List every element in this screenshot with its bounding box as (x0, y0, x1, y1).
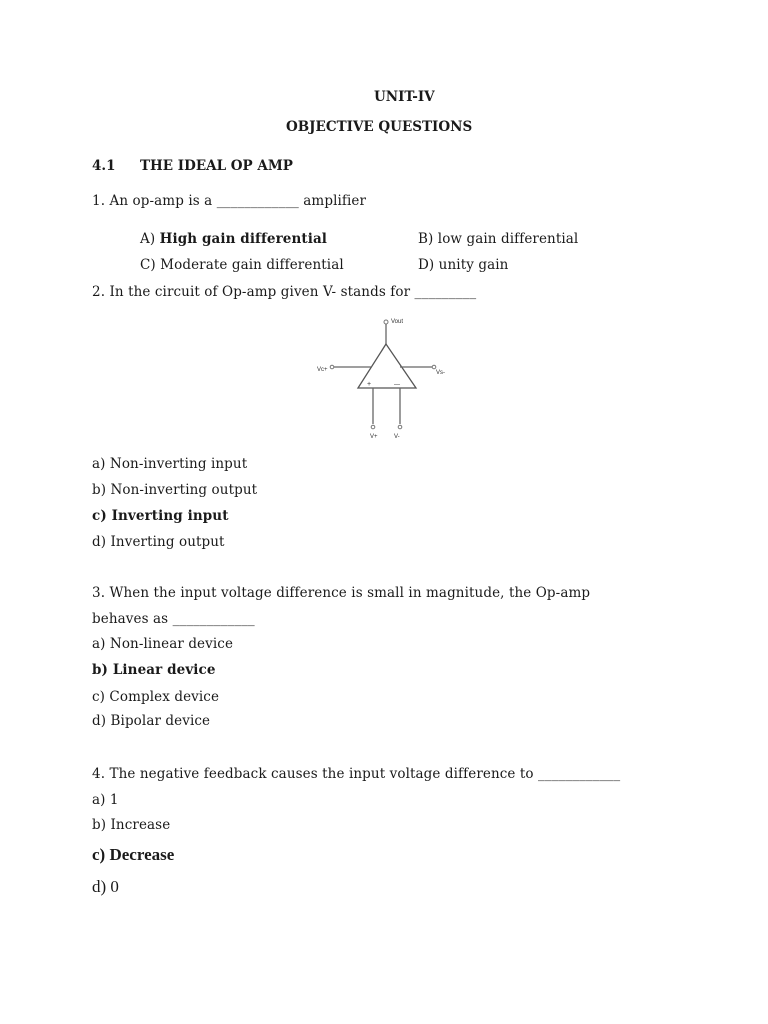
op-amp-diagram (300, 312, 450, 442)
q2-option-a: a) Non-inverting input (92, 456, 248, 472)
q1-option-b: B) low gain differential (418, 231, 579, 247)
q1-option-d: D) unity gain (418, 257, 509, 273)
question-1-text: 1. An op-amp is a ____________ amplifier (92, 193, 367, 209)
vc-plus-label: Vc+ (317, 367, 328, 373)
q3-option-d: d) Bipolar device (92, 713, 211, 729)
plus-sign: + (367, 381, 372, 388)
q1-option-c: C) Moderate gain differential (140, 257, 344, 273)
q3-option-b-answer: b) Linear device (92, 662, 216, 678)
vout-terminal (384, 320, 388, 324)
q3-option-a: a) Non-linear device (92, 636, 234, 652)
v-plus-label: V+ (370, 434, 378, 440)
q1-option-a-label: A) (140, 231, 156, 247)
q3-option-c: c) Complex device (92, 689, 220, 705)
q4-option-d: d) 0 (92, 877, 119, 896)
objective-questions-heading: OBJECTIVE QUESTIONS (286, 119, 473, 135)
vc-plus-terminal (330, 365, 334, 369)
vout-label: Vout (391, 319, 404, 325)
q1-option-a-answer: High gain differential (159, 231, 328, 247)
q2-option-c-answer: c) Inverting input (92, 508, 229, 524)
v-minus-terminal (398, 425, 402, 429)
q2-option-b: b) Non-inverting output (92, 482, 258, 498)
question-2-text: 2. In the circuit of Op-amp given V- stands for _________ (92, 284, 477, 300)
section-number: 4.1 (92, 158, 116, 174)
q4-option-a: a) 1 (92, 792, 119, 808)
question-3-line-2: behaves as ____________ (92, 611, 255, 627)
vs-minus-terminal (432, 365, 436, 369)
q4-option-b: b) Increase (92, 817, 171, 833)
q4-option-c-answer: c) Decrease (92, 845, 175, 864)
unit-heading: UNIT-IV (374, 89, 435, 105)
question-3-line-1: 3. When the input voltage difference is small in magnitude, the Op-amp (92, 585, 591, 601)
v-minus-label: V- (394, 434, 400, 440)
q1-option-a (140, 231, 327, 247)
question-4-text: 4. The negative feedback causes the input voltage difference to ____________ (92, 766, 621, 782)
section-title: THE IDEAL OP AMP (140, 158, 293, 174)
minus-sign: — (394, 382, 400, 388)
v-plus-terminal (371, 425, 375, 429)
q2-option-d: d) Inverting output (92, 534, 225, 550)
vs-minus-label: Vs- (436, 370, 445, 376)
